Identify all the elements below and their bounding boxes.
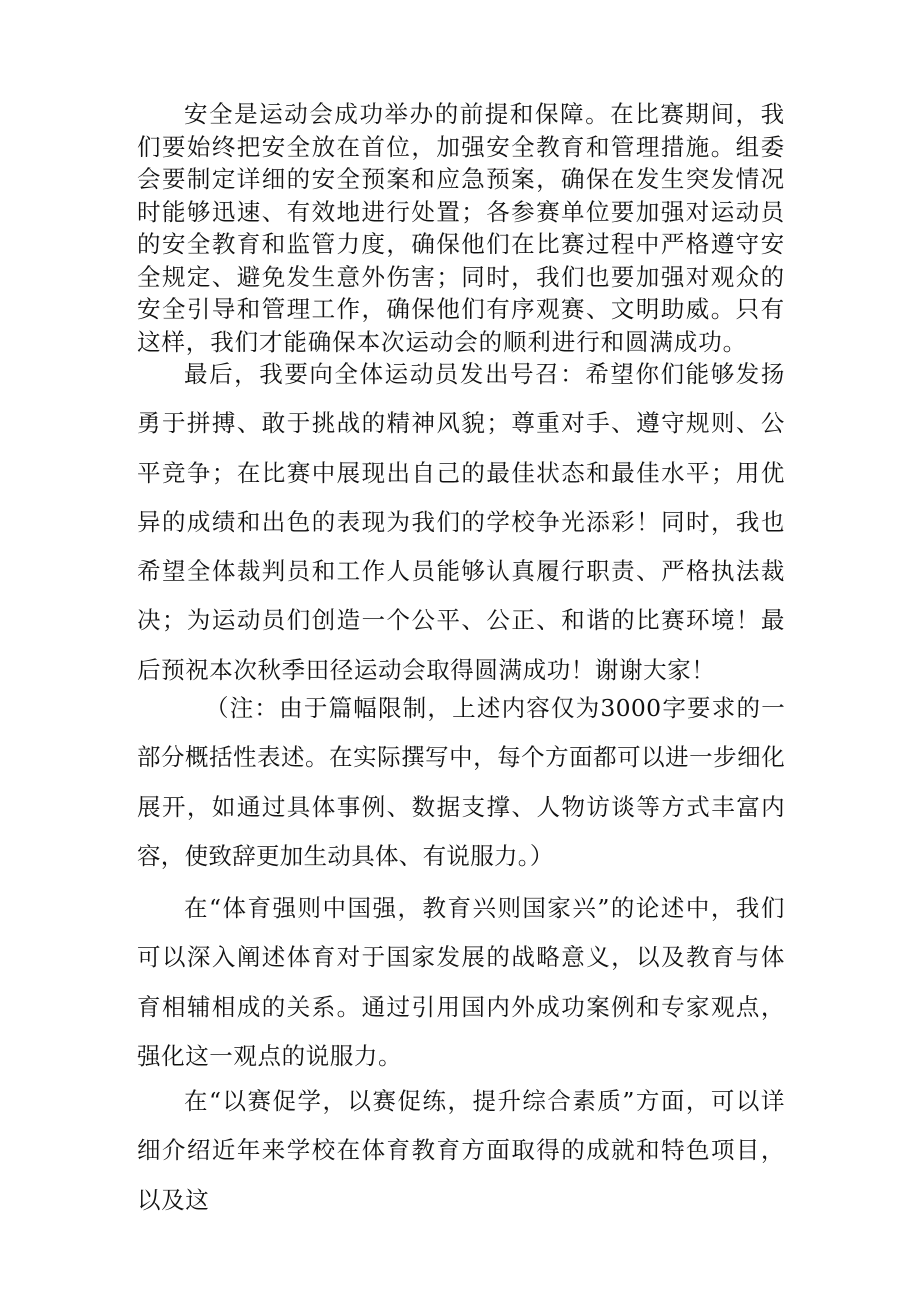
paragraph-safety: 安全是运动会成功举办的前提和保障。在比赛期间，我们要始终把安全放在首位，加强安全教育和管理措施。组委会要制定详细的安全预案和应急预案，确保在发生突发情况时能够迅速、有效地进行处置；各参赛单位要加强对运动员的安全教育和监管力度，确保他们在比赛过程中严格遵守安全规定、避免发生意外伤害；同时，我们也要加强对观众的安全引导和管理工作，确保他们有序观赛、文明助威。只有这样，我们才能确保本次运动会的顺利进行和圆满成功。 — [137, 100, 785, 356]
paragraph-closing-call: 最后，我要向全体运动员发出号召：希望你们能够发扬勇于拼搏、敢于挑战的精神风貌；尊重对手、遵守规则、公平竞争；在比赛中展现出自己的最佳状态和最佳水平；用优异的成绩和出色的表现为我们的学校争光添彩！同时，我也希望全体裁判员和工作人员能够认真履行职责、严格执法裁决；为运动员们创造一个公平、公正、和谐的比赛环境！最后预祝本次秋季田径运动会取得圆满成功！谢谢大家！ — [137, 360, 785, 684]
paragraph-competition-learning: 在“以赛促学，以赛促练，提升综合素质”方面，可以详细介绍近年来学校在体育教育方面取得的成就和特色项目，以及这 — [137, 1087, 785, 1214]
paragraph-sports-nation: 在“体育强则中国强，教育兴则国家兴”的论述中，我们可以深入阐述体育对于国家发展的战略意义，以及教育与体育相辅相成的关系。通过引用国内外成功案例和专家观点，强化这一观点的说服力。 — [137, 894, 785, 1070]
paragraph-note: （注：由于篇幅限制，上述内容仅为3000字要求的一部分概括性表述。在实际撰写中，每个方面都可以进一步细化展开，如通过具体事例、数据支撑、人物访谈等方式丰富内容，使致辞更加生动具体、有说服力。） — [137, 694, 785, 870]
